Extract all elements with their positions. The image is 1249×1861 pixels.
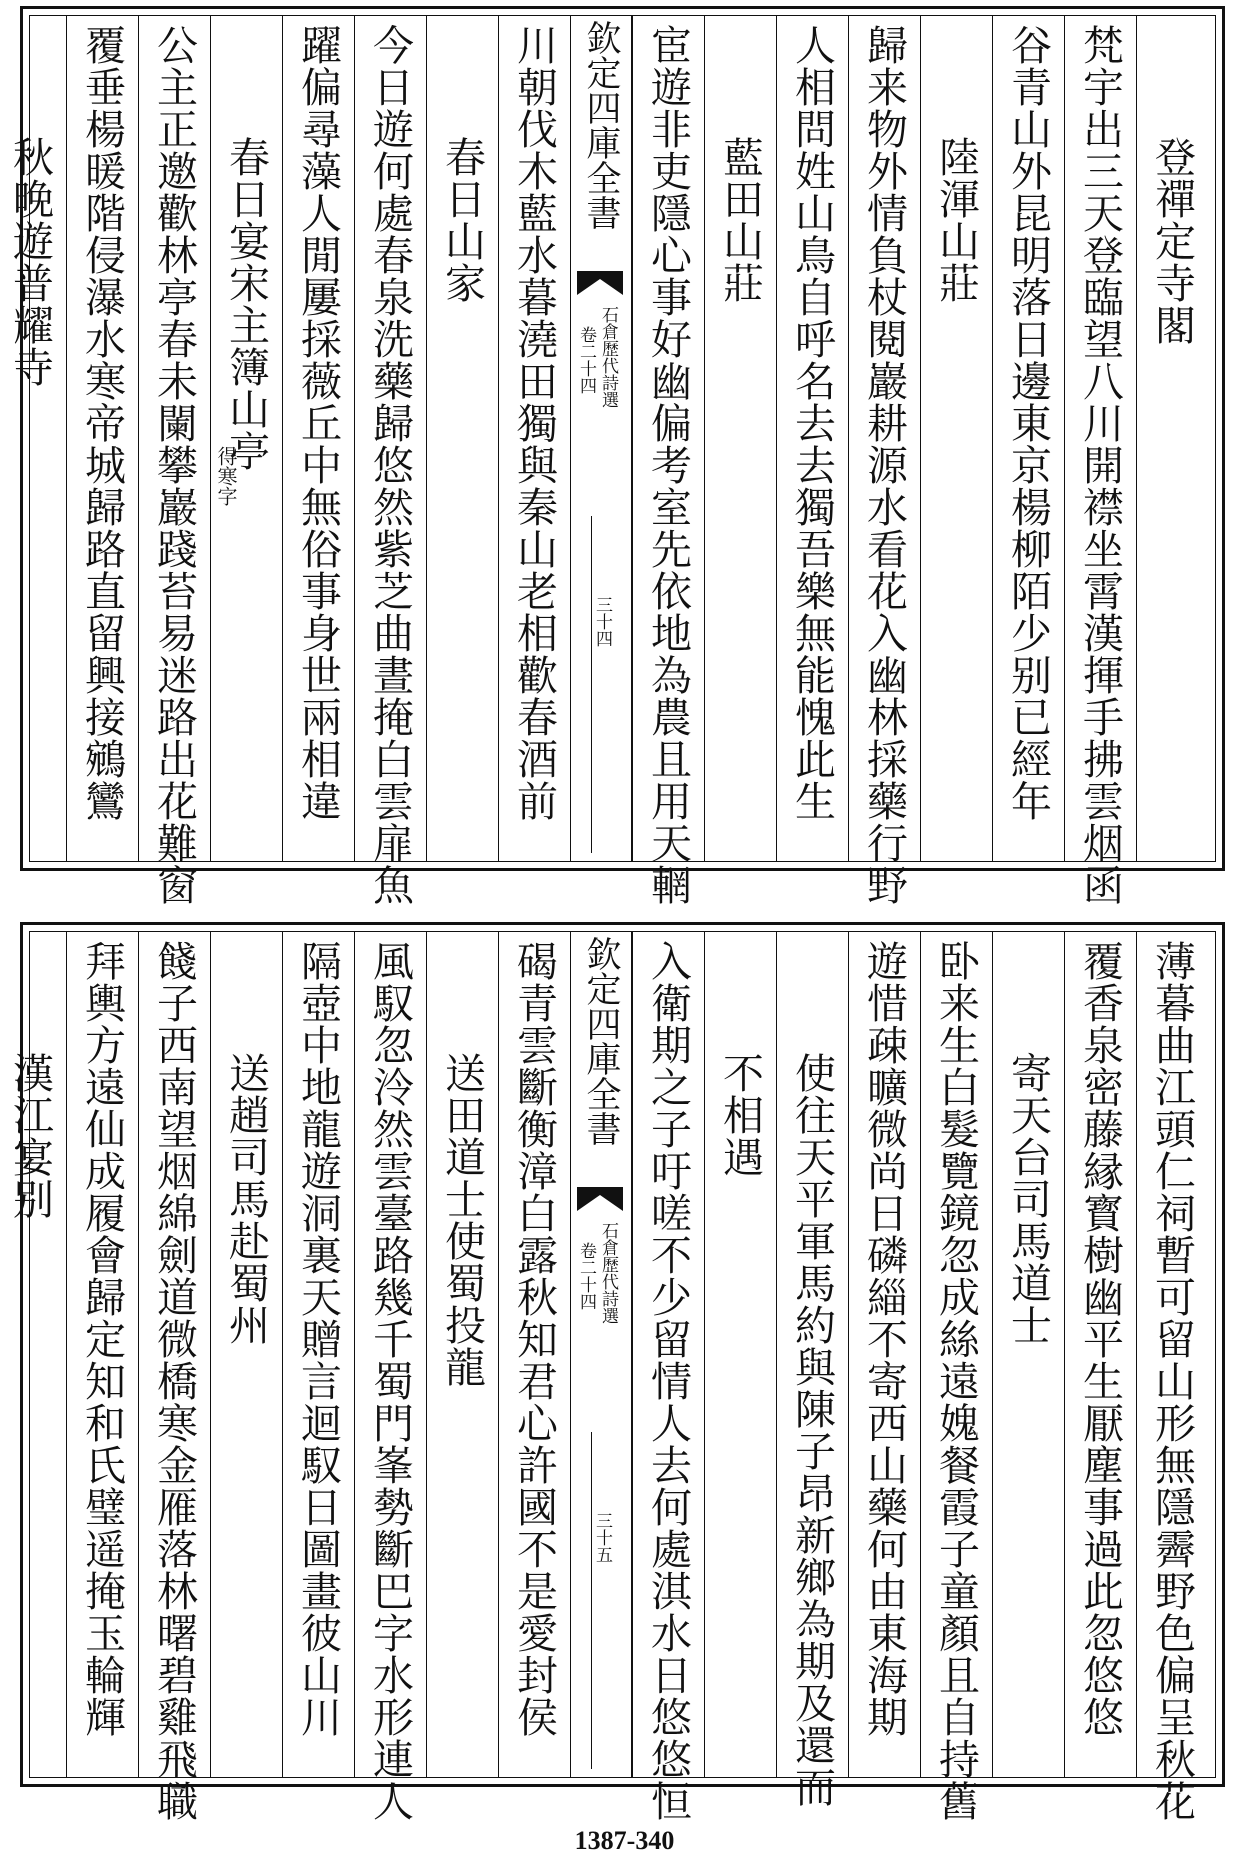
poem-text-column (354, 932, 426, 1822)
poem-title: 陸渾山莊 (932, 136, 980, 304)
fishtail-mark-icon (577, 1187, 623, 1211)
poem-line: 今日遊何處春泉洗藥歸悠然紫芝曲晝掩白雲扉魚 (366, 24, 414, 906)
poem-line: 隔壺中地龍遊洞裏天贈言迴馭日圖畫彼山川 (294, 940, 342, 1738)
poem-text-column (498, 932, 570, 1777)
poem-title-column (426, 16, 498, 861)
poem-title: 登禪定寺閣 (1148, 136, 1196, 346)
page-number: 1387-340 (574, 1826, 675, 1855)
book-title-header: 欽定四庫全書 (581, 936, 621, 1146)
volume-number: 卷二十四 (576, 326, 596, 394)
poem-title-column (426, 932, 498, 1777)
poem-line: 覆垂楊暖階侵瀑水寒帝城歸路直留興接鵷鸞 (78, 24, 126, 822)
poem-line: 薄暮曲江頭仁祠暫可留山形無隱霽野色偏呈秋花 (1148, 940, 1196, 1822)
poem-text-column (1064, 932, 1136, 1777)
poem-text-column (848, 932, 920, 1777)
center-divider-line (591, 516, 592, 853)
poem-text-column (498, 16, 570, 861)
poem-line: 川朝伐木藍水暮澆田獨與秦山老相歡春酒前 (510, 24, 558, 822)
poem-title: 送趙司馬赴蜀州 (222, 1052, 270, 1346)
poem-text-column (138, 932, 210, 1822)
poem-text-column (1136, 932, 1208, 1822)
center-margin-column (570, 16, 632, 861)
poem-title: 不相遇 (716, 1052, 764, 1178)
poem-title-column (210, 16, 282, 861)
poem-line: 風馭忽泠然雲臺路幾千蜀門峯勢斷巴字水形連人 (366, 940, 414, 1822)
poem-title-column (1136, 16, 1208, 861)
poem-text-column (66, 16, 138, 861)
poem-line: 餞子西南望烟綿劍道微橋寒金雁落林曙碧雞飛職 (150, 940, 198, 1822)
poem-title: 送田道士使蜀投龍 (438, 1052, 486, 1388)
poem-text-column (282, 932, 354, 1777)
poem-line: 歸来物外情負杖閱巖耕源水看花入幽林採藥行野 (860, 24, 908, 906)
lower-page-frame (6, 931, 1216, 1822)
poem-text-column (1064, 16, 1136, 906)
leaf-number: 三十五 (592, 1512, 612, 1563)
poem-line: 遊惜疎曠微尚日磷緇不寄西山藥何由東海期 (860, 940, 908, 1738)
poem-text-column (354, 16, 426, 906)
poem-title-column (0, 932, 66, 1777)
poem-title-column (704, 932, 776, 1777)
poem-text-column (282, 16, 354, 861)
title-annotation: 得寒字 (214, 446, 238, 506)
poem-title: 秋晚遊普耀寺 (6, 136, 54, 388)
poem-title-column (0, 16, 66, 861)
leaf-number: 三十四 (592, 596, 612, 647)
upper-page (6, 6, 1225, 906)
poem-line: 入衛期之子吁嗟不少留情人去何處淇水日悠悠恒 (644, 940, 692, 1822)
volume-number: 卷二十四 (576, 1242, 596, 1310)
poem-line: 公主正邀歡林亭春未闌攀巖踐苔易迷路出花難窗 (150, 24, 198, 906)
poem-line: 碣青雲斷衡漳白露秋知君心許國不是愛封侯 (510, 940, 558, 1738)
poem-text-column (632, 932, 704, 1822)
poem-line: 拜輿方遠仙成履會歸定知和氏璧遥掩玉輪輝 (78, 940, 126, 1738)
poem-text-column (66, 932, 138, 1777)
poem-line: 宦遊非吏隱心事好幽偏考室先依地為農且用天輞 (644, 24, 692, 906)
poem-line: 谷青山外昆明落日邊東京楊柳陌少别已經年 (1004, 24, 1052, 822)
poem-title: 藍田山莊 (716, 136, 764, 304)
poem-title-column (920, 16, 992, 861)
poem-text-column (632, 16, 704, 906)
poem-title: 春日宴宋主簿山亭 (222, 136, 270, 472)
poem-text-column (848, 16, 920, 906)
poem-title: 寄天台司馬道士 (1004, 1052, 1052, 1346)
center-margin-column (570, 932, 632, 1777)
poem-title-column (992, 932, 1064, 1777)
poem-text-column (776, 16, 848, 861)
poem-title: 春日山家 (438, 136, 486, 304)
fishtail-mark-icon (577, 271, 623, 295)
poem-line: 梵宇出三天登臨望八川開襟坐霄漢揮手拂雲烟函 (1076, 24, 1124, 906)
poem-line: 躍偏尋藻人閒屢採薇丘中無俗事身世兩相違 (294, 24, 342, 822)
poem-line: 卧来生白髮覽鏡忽成絲遠媿餐霞子童顏且自持舊 (932, 940, 980, 1822)
poem-title-column (776, 932, 848, 1808)
upper-page-frame (6, 15, 1216, 906)
poem-text-column (920, 932, 992, 1822)
poem-title: 使往天平軍馬約與陳子昂新鄉為期及還而 (788, 1052, 836, 1808)
lower-page (6, 922, 1225, 1822)
poem-text-column (992, 16, 1064, 861)
poem-text-column (138, 16, 210, 906)
poem-line: 人相問姓山鳥自呼名去去獨吾樂無能愧此生 (788, 24, 836, 822)
poem-title-column (704, 16, 776, 861)
poem-title: 漢江宴别 (6, 1052, 54, 1220)
poem-title-column (210, 932, 282, 1777)
collection-title: 石倉歷代詩選 (598, 306, 618, 408)
book-title-header: 欽定四庫全書 (581, 20, 621, 230)
collection-title: 石倉歷代詩選 (598, 1222, 618, 1324)
poem-line: 覆香泉密藤縁寳樹幽平生厭塵事過此忽悠悠 (1076, 940, 1124, 1738)
center-divider-line (591, 1432, 592, 1769)
